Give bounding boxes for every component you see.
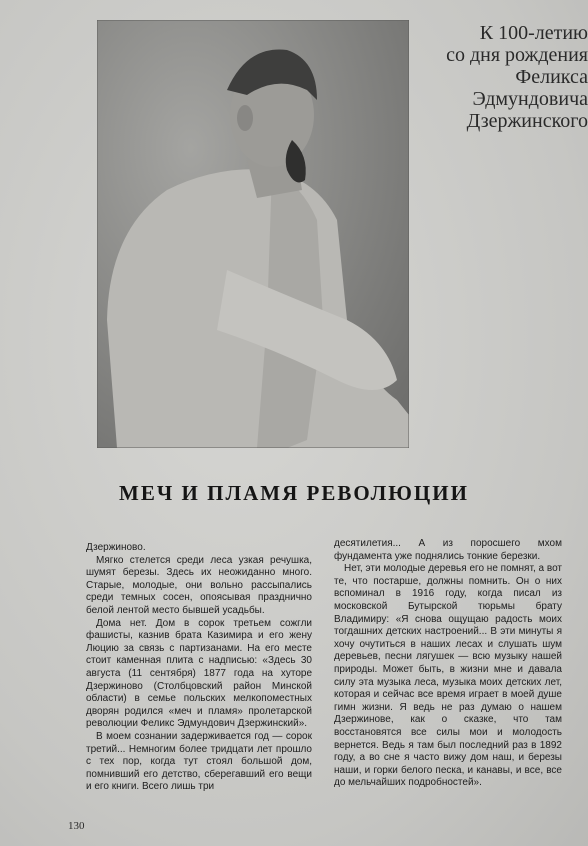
anniversary-line: Дзержинского xyxy=(466,110,588,132)
text-column-left xyxy=(86,542,312,794)
page-number: 130 xyxy=(68,820,85,832)
paragraph: Дзержиново. xyxy=(86,542,146,553)
paragraph: Нет, эти молодые деревья его не помнят, а вот те, что постарше, должны помнить. Он о них вспоминал в 1916 году, когда писал из московской Бутырской тюрьмы брату Владимиру: «Я снова ощущаю радость моих тогдашних детских настроений... В эти минуты я хочу очутиться в наших лесах и слушать шум деревьев, песни лягушек — всю музыку нашей природы. Может быть, в жизни мне и давала силу эта музыка леса, музыка моих детских лет, которая и сейчас все время играет в моей душе гимн жизни. Я ведь не раз думаю о нашем Дзержинове, как о сказке, что там восстановятся все силы мои и молодость вернется. Ведь я там был последний раз в 1892 году, а во сне я часто вижу дом наш, и березы наши, и горки белого песка, и канавы, и все, все до мельчайших подробностей». xyxy=(334,563,562,789)
text-column-right xyxy=(334,538,562,790)
anniversary-line: Эдмундовича xyxy=(472,88,588,110)
paragraph: Дома нет. Дом в сорок третьем сожгли фашисты, казнив брата Казимира и его жену Люцию за связь с партизанами. На его месте стоит каменная плита с надписью: «Здесь 30 августа (11 сентября) 1877 года на хуторе Дзержиново (Столбцовский район Минской области) в семье польских мелкопоместных дворян родился «меч и пламя» пролетарской революции Феликс Эдмундович Дзержинский». xyxy=(86,617,312,730)
article-title: МЕЧ И ПЛАМЯ РЕВОЛЮЦИИ xyxy=(119,481,469,505)
anniversary-line: Феликса xyxy=(515,66,588,88)
paragraph: В моем сознании задерживается год — сорок третий... Немногим более тридцати лет прошло с тех пор, когда тут стоял большой дом, помнивший его детство, сберегавший его вещи и его книги. Всего лишь три xyxy=(86,730,312,793)
anniversary-line: К 100-летию xyxy=(479,22,588,44)
paragraph: десятилетия... А из поросшего мхом фундамента уже поднялись тонкие березки. xyxy=(334,538,562,562)
portrait-photo xyxy=(97,20,409,448)
anniversary-line: со дня рождения xyxy=(446,44,588,66)
portrait-illustration xyxy=(97,20,409,448)
anniversary-heading xyxy=(408,22,588,132)
paragraph: Мягко стелется среди леса узкая речушка, шумят березы. Здесь их неожиданно много. Старые, молодые, они вольно рассыпались среди темных сосен, опоясывая празднично белой лентой место бывшей усадьбы. xyxy=(86,554,312,616)
